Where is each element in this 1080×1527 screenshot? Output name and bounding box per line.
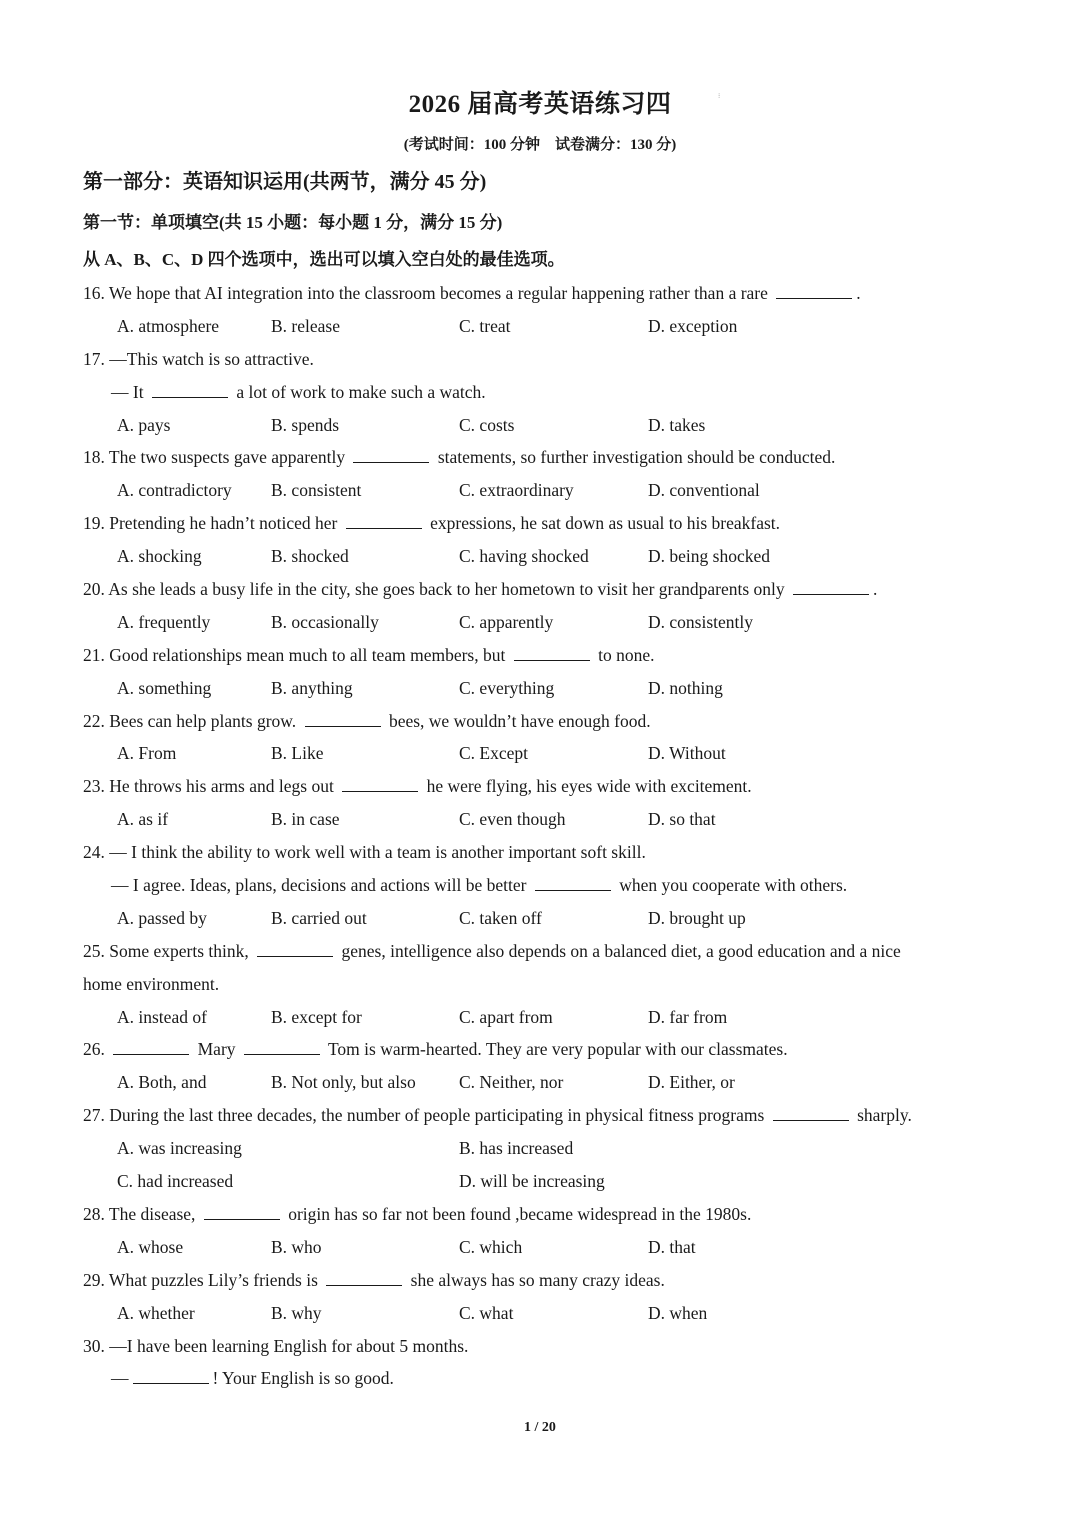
answer-option[interactable]: D. Without bbox=[648, 743, 726, 764]
answer-option[interactable]: C. Except bbox=[459, 743, 529, 764]
instruction: 从 A、B、C、D 四个选项中，选出可以填入空白处的最佳选项。 bbox=[83, 250, 565, 269]
answer-option[interactable]: A. frequently bbox=[117, 611, 211, 632]
answer-option[interactable]: C. apart from bbox=[459, 1006, 553, 1027]
answer-blank[interactable] bbox=[776, 280, 852, 299]
answer-option[interactable]: B. carried out bbox=[271, 907, 367, 928]
option-row bbox=[83, 606, 983, 639]
answer-option[interactable]: D. consistently bbox=[648, 611, 753, 632]
question-stem bbox=[83, 573, 983, 606]
question-stem bbox=[83, 1099, 983, 1132]
answer-blank[interactable] bbox=[244, 1036, 320, 1055]
answer-option[interactable]: B. spends bbox=[271, 414, 340, 435]
text-segment: sharply. bbox=[852, 1105, 912, 1126]
question-stem bbox=[83, 441, 983, 474]
answer-option[interactable]: A. shocking bbox=[117, 546, 202, 567]
text-segment: 19. Pretending he hadn’t noticed her bbox=[83, 513, 342, 534]
question-stem bbox=[83, 343, 983, 376]
answer-blank[interactable] bbox=[257, 938, 333, 957]
answer-option[interactable]: A. passed by bbox=[117, 907, 207, 928]
option-row bbox=[83, 474, 983, 507]
text-segment: a lot of work to make such a watch. bbox=[231, 381, 486, 402]
answer-option[interactable]: D. when bbox=[648, 1302, 708, 1323]
section-heading: 第一节：单项填空(共 15 小题：每小题 1 分，满分 15 分) bbox=[83, 213, 503, 232]
question-stem bbox=[83, 277, 983, 310]
text-segment: she always has so many crazy ideas. bbox=[406, 1269, 665, 1290]
text-segment: when you cooperate with others. bbox=[614, 875, 848, 896]
option-row bbox=[83, 540, 983, 573]
answer-option[interactable]: D. being shocked bbox=[648, 546, 770, 567]
text-segment: 17. —This watch is so attractive. bbox=[83, 348, 314, 369]
answer-option[interactable]: C. having shocked bbox=[459, 546, 589, 567]
answer-blank[interactable] bbox=[514, 642, 590, 661]
text-segment: he were flying, his eyes wide with excitement. bbox=[422, 776, 752, 797]
option-row bbox=[83, 1001, 983, 1034]
answer-option[interactable]: B. release bbox=[271, 315, 340, 336]
question-stem bbox=[83, 705, 983, 738]
question-stem bbox=[83, 935, 983, 968]
text-segment: — bbox=[111, 1368, 129, 1389]
question-stem bbox=[83, 1033, 983, 1066]
answer-option[interactable]: B. has increased bbox=[459, 1138, 574, 1159]
answer-option[interactable]: C. which bbox=[459, 1236, 523, 1257]
text-segment: — I agree. Ideas, plans, decisions and actions will be better bbox=[111, 875, 531, 896]
answer-option[interactable]: B. in case bbox=[271, 809, 340, 830]
text-segment: — It bbox=[111, 381, 148, 402]
text-segment: Tom is warm-hearted. They are very popular with our classmates. bbox=[323, 1039, 788, 1060]
page-title: 2026 届高考英语练习四 bbox=[408, 91, 672, 118]
text-segment: 29. What puzzles Lily’s friends is bbox=[83, 1269, 323, 1290]
text-segment: 26. bbox=[83, 1039, 110, 1060]
question-stem bbox=[83, 507, 983, 540]
text-segment: bees, we wouldn’t have enough food. bbox=[384, 710, 651, 731]
answer-blank[interactable] bbox=[342, 773, 418, 792]
text-segment: statements, so further investigation should be conducted. bbox=[433, 447, 836, 468]
question-stem bbox=[83, 639, 983, 672]
answer-blank[interactable] bbox=[326, 1267, 402, 1286]
text-segment: 23. He throws his arms and legs out bbox=[83, 776, 339, 797]
answer-option[interactable]: C. costs bbox=[459, 414, 515, 435]
answer-option[interactable]: B. except for bbox=[271, 1006, 362, 1027]
answer-option[interactable]: A. contradictory bbox=[117, 480, 232, 501]
option-row bbox=[83, 310, 983, 343]
text-segment: 24. — I think the ability to work well with a team is another important soft skill. bbox=[83, 842, 646, 863]
answer-option[interactable]: A. whether bbox=[117, 1302, 195, 1323]
text-segment: 16. We hope that AI integration into the classroom becomes a regular happening rather than a rare bbox=[83, 283, 773, 303]
answer-blank[interactable] bbox=[353, 444, 429, 463]
answer-option[interactable]: C. even though bbox=[459, 809, 566, 830]
option-row bbox=[83, 1231, 983, 1264]
answer-option[interactable]: C. everything bbox=[459, 677, 555, 698]
text-segment: 21. Good relationships mean much to all team members, but bbox=[83, 644, 510, 665]
answer-blank[interactable] bbox=[204, 1201, 280, 1220]
question-stem bbox=[83, 1198, 983, 1231]
answer-option[interactable]: B. shocked bbox=[271, 546, 349, 567]
text-segment: . bbox=[873, 579, 878, 600]
answer-option[interactable]: A. whose bbox=[117, 1236, 184, 1257]
answer-option[interactable]: D. will be increasing bbox=[459, 1171, 605, 1192]
option-row bbox=[83, 1066, 983, 1099]
answer-option[interactable]: A. Both, and bbox=[117, 1072, 207, 1093]
exam-info: (考试时间：100 分钟 试卷满分：130 分) bbox=[403, 137, 677, 153]
option-row bbox=[83, 902, 983, 935]
answer-blank[interactable] bbox=[346, 510, 422, 529]
question-stem bbox=[83, 1330, 983, 1363]
answer-blank[interactable] bbox=[152, 379, 228, 398]
answer-option[interactable]: A. instead of bbox=[117, 1006, 207, 1027]
answer-option[interactable]: B. anything bbox=[271, 677, 353, 698]
answer-option[interactable]: D. so that bbox=[648, 809, 716, 830]
answer-option[interactable]: C. Neither, nor bbox=[459, 1072, 564, 1093]
answer-option[interactable]: D. exception bbox=[648, 315, 738, 336]
part-heading: 第一部分：英语知识运用(共两节，满分 45 分) bbox=[83, 171, 487, 193]
answer-option[interactable]: A. was increasing bbox=[117, 1138, 242, 1159]
text-segment: 28. The disease, bbox=[83, 1203, 200, 1224]
text-segment: 27. During the last three decades, the number of people participating in physical fitness programs bbox=[83, 1105, 769, 1126]
answer-option[interactable]: A. something bbox=[117, 677, 212, 698]
text-segment: 22. Bees can help plants grow. bbox=[83, 710, 301, 731]
text-segment: origin has so far not been found ,became widespread in the 1980s. bbox=[283, 1203, 752, 1224]
answer-blank[interactable] bbox=[133, 1365, 209, 1384]
option-row bbox=[83, 672, 983, 705]
answer-option[interactable]: D. far from bbox=[648, 1006, 728, 1027]
option-row bbox=[83, 803, 983, 836]
text-segment: 20. As she leads a busy life in the city, she goes back to her hometown to visit her grandparents only bbox=[83, 579, 790, 600]
text-segment: to none. bbox=[593, 644, 655, 665]
text-segment: 18. The two suspects gave apparently bbox=[83, 447, 350, 468]
answer-option[interactable]: B. Like bbox=[271, 743, 324, 764]
dialogue-reply bbox=[83, 869, 983, 902]
text-segment: home environment. bbox=[83, 973, 220, 994]
answer-option[interactable]: B. who bbox=[271, 1236, 322, 1257]
text-segment: 25. Some experts think, bbox=[83, 940, 254, 961]
answer-option[interactable]: C. had increased bbox=[117, 1171, 234, 1192]
answer-option[interactable]: D. that bbox=[648, 1236, 696, 1257]
answer-blank[interactable] bbox=[773, 1102, 849, 1121]
answer-blank[interactable] bbox=[535, 872, 611, 891]
answer-option[interactable]: D. nothing bbox=[648, 677, 723, 698]
question-stem bbox=[83, 770, 983, 803]
answer-option[interactable]: A. pays bbox=[117, 414, 171, 435]
dialogue-reply bbox=[83, 1362, 983, 1395]
text-segment: 30. —I have been learning English for about 5 months. bbox=[83, 1335, 469, 1356]
answer-option[interactable]: A. From bbox=[117, 743, 177, 764]
option-row bbox=[83, 1297, 983, 1330]
text-segment: genes, intelligence also depends on a balanced diet, a good education and a nice bbox=[337, 940, 901, 961]
answer-blank[interactable] bbox=[793, 576, 869, 595]
answer-option[interactable]: D. takes bbox=[648, 414, 706, 435]
text-segment: ! Your English is so good. bbox=[212, 1368, 394, 1389]
option-row bbox=[83, 1132, 983, 1165]
question-stem bbox=[83, 1264, 983, 1297]
answer-option[interactable]: C. treat bbox=[459, 315, 511, 336]
answer-blank[interactable] bbox=[113, 1036, 189, 1055]
dialogue-reply bbox=[83, 376, 983, 409]
answer-option[interactable]: D. conventional bbox=[648, 480, 760, 501]
answer-option[interactable]: B. Not only, but also bbox=[271, 1072, 416, 1093]
answer-option[interactable]: D. Either, or bbox=[648, 1072, 735, 1093]
answer-option[interactable]: A. atmosphere bbox=[117, 315, 220, 336]
scan-mark: ⁝ bbox=[718, 92, 721, 100]
answer-option[interactable]: B. occasionally bbox=[271, 611, 379, 632]
question-list bbox=[83, 277, 983, 1395]
text-segment: expressions, he sat down as usual to his breakfast. bbox=[425, 513, 781, 534]
answer-blank[interactable] bbox=[305, 708, 381, 727]
option-row bbox=[83, 737, 983, 770]
answer-option[interactable]: B. consistent bbox=[271, 480, 362, 501]
answer-option[interactable]: A. as if bbox=[117, 809, 169, 830]
answer-option[interactable]: C. what bbox=[459, 1302, 514, 1323]
text-segment: . bbox=[856, 283, 861, 303]
option-row bbox=[83, 409, 983, 442]
answer-option[interactable]: C. taken off bbox=[459, 907, 542, 928]
page-number: 1 / 20 bbox=[524, 1420, 556, 1435]
answer-option[interactable]: D. brought up bbox=[648, 907, 746, 928]
question-stem bbox=[83, 836, 983, 869]
question-stem-continued bbox=[83, 968, 983, 1001]
answer-option[interactable]: B. why bbox=[271, 1302, 322, 1323]
option-row bbox=[83, 1165, 983, 1198]
answer-option[interactable]: C. extraordinary bbox=[459, 480, 574, 501]
text-segment: Mary bbox=[193, 1039, 240, 1060]
answer-option[interactable]: C. apparently bbox=[459, 611, 554, 632]
